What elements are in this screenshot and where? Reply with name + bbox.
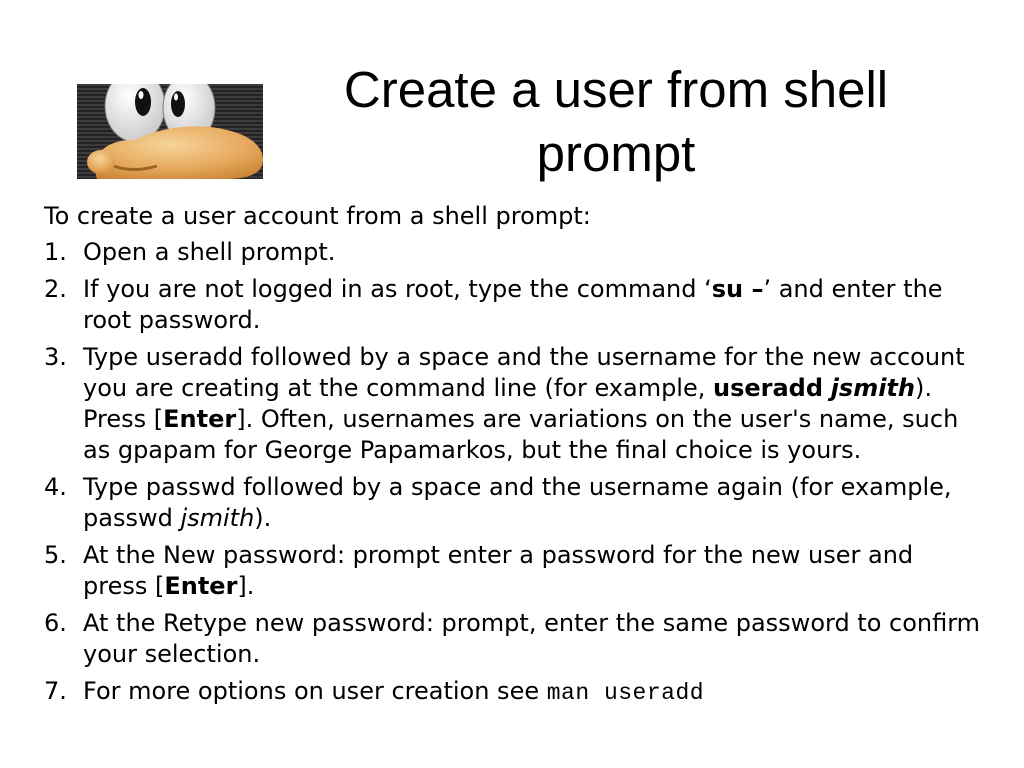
step-text: ). bbox=[254, 504, 272, 532]
step-text: If you are not logged in as root, type the command ‘ bbox=[83, 275, 712, 303]
list-item bbox=[44, 237, 984, 268]
list-item bbox=[44, 676, 984, 709]
step-text: jsmith bbox=[830, 374, 915, 402]
penguin-icon bbox=[77, 84, 263, 179]
step-text: Open a shell prompt. bbox=[83, 238, 336, 266]
step-text: jsmith bbox=[180, 504, 255, 532]
list-item bbox=[44, 342, 984, 466]
list-item-number: 1. bbox=[44, 238, 67, 266]
step-text: ). Press [ bbox=[83, 374, 932, 433]
list-item-number: 4. bbox=[44, 473, 67, 501]
list-item-number: 3. bbox=[44, 343, 67, 371]
step-text: su – bbox=[711, 275, 764, 303]
slide-body bbox=[44, 201, 984, 715]
list-item bbox=[44, 274, 984, 336]
step-text: ]. bbox=[237, 572, 255, 600]
step-text bbox=[823, 374, 831, 402]
intro-text: To create a user account from a shell prompt: bbox=[44, 202, 591, 230]
step-text: ]. Often, usernames are variations on the user's name, such as gpapam for George Papamarkos, but the final choice is yours. bbox=[83, 405, 959, 464]
step-text: useradd bbox=[713, 374, 824, 402]
list-item bbox=[44, 608, 984, 670]
list-item-number: 7. bbox=[44, 677, 67, 705]
tux-penguin-logo bbox=[77, 84, 263, 179]
list-item-number: 5. bbox=[44, 541, 67, 569]
list-item bbox=[44, 472, 984, 534]
step-text: At the New password: prompt enter a password for the new user and press [ bbox=[83, 541, 914, 600]
command-text: man useradd bbox=[546, 680, 705, 706]
step-text: Enter bbox=[163, 405, 237, 433]
step-text: ’ and enter the root password. bbox=[83, 275, 943, 334]
steps-list bbox=[44, 237, 984, 709]
step-text: At the Retype new password: prompt, enter the same password to confirm your selection. bbox=[83, 609, 981, 668]
step-text: Enter bbox=[164, 572, 238, 600]
list-item bbox=[44, 540, 984, 602]
slide-title: Create a user from shell prompt bbox=[343, 61, 889, 182]
step-text: For more options on user creation see bbox=[83, 677, 547, 705]
list-item-number: 2. bbox=[44, 275, 67, 303]
step-text: Type passwd followed by a space and the username again (for example, passwd bbox=[83, 473, 952, 532]
list-item-number: 6. bbox=[44, 609, 67, 637]
step-text: Type useradd followed by a space and the username for the new account you are creating at the command line (for example, bbox=[83, 343, 965, 402]
